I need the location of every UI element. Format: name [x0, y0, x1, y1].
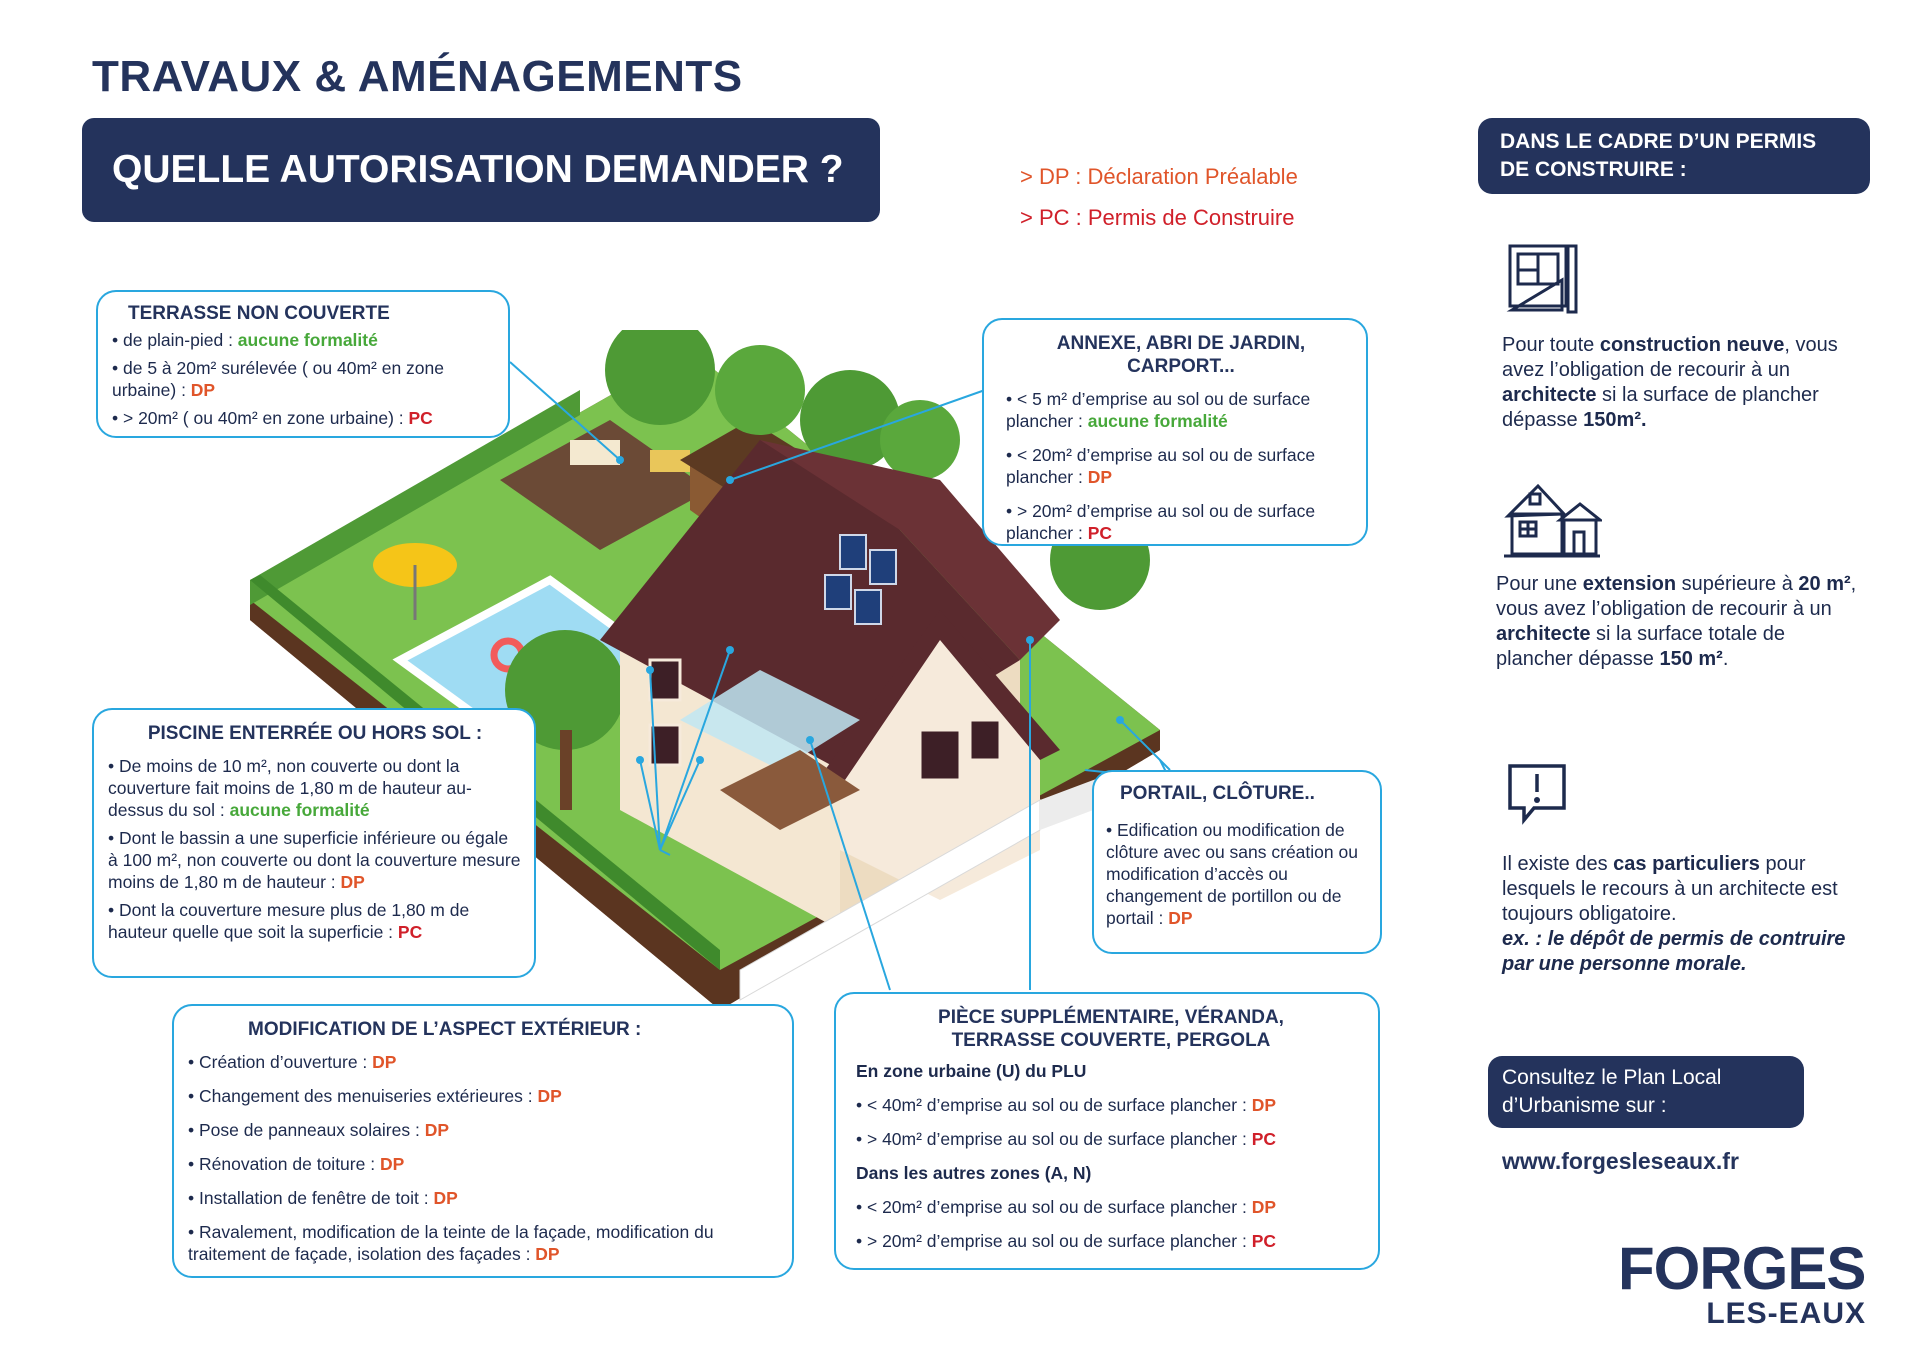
b3-b: cas particuliers [1613, 853, 1760, 875]
b2-b: extension [1582, 573, 1677, 595]
b2-d: 20 m² [1798, 573, 1851, 595]
b2-a: Pour une [1496, 573, 1583, 595]
permis-text-2 [1496, 572, 1866, 672]
b2-i: . [1722, 648, 1729, 670]
piece-a1-tag: DP [1251, 1197, 1277, 1217]
legend-pc: > PC : Permis de Construire [1020, 205, 1295, 230]
page-title: TRAVAUX & AMÉNAGEMENTS [92, 52, 743, 101]
aspect-tag-6: DP [535, 1244, 560, 1264]
b3-c: pour lesquels le recours à un architecte est toujours obligatoire. [1502, 853, 1838, 925]
piece-box [834, 992, 1380, 1270]
terrasse-line-2: • de 5 à 20m² surélevée ( ou 40m² en zone urbaine) : [112, 358, 445, 400]
website-link[interactable]: www.forgesleseaux.fr [1502, 1148, 1739, 1174]
b1-f: 150m². [1583, 409, 1647, 431]
alert-icon [1502, 760, 1572, 830]
aspect-item-6: • Ravalement, modification de la teinte de la façade, modification du traitement de façade, isolation des façades : [188, 1222, 714, 1264]
b2-g: si la surface totale de plancher dépasse [1496, 623, 1786, 670]
annexe-line-2: • < 20m² d’emprise au sol ou de surface plancher : [1006, 445, 1316, 487]
b1-b: construction neuve [1599, 334, 1785, 356]
b3-a: Il existe des [1502, 853, 1614, 875]
piscine-tag-3: PC [397, 922, 423, 942]
aspect-item-3: • Pose de panneaux solaires : [188, 1120, 425, 1140]
piece-a2: • > 20m² d’emprise au sol ou de surface plancher : [856, 1231, 1252, 1251]
b1-d: architecte [1502, 384, 1597, 406]
annexe-line-3: • > 20m² d’emprise au sol ou de surface plancher : [1006, 501, 1316, 543]
annexe-line-1: • < 5 m² d’emprise au sol ou de surface plancher : [1006, 389, 1311, 431]
forges-logo [1618, 1235, 1878, 1340]
terrasse-line-1: • de plain-pied : [112, 330, 238, 350]
portail-tag-1: DP [1168, 908, 1193, 928]
piece-u2-tag: PC [1251, 1129, 1277, 1149]
zone-urbaine-heading: En zone urbaine (U) du PLU [856, 1061, 1087, 1081]
permis-text-1 [1502, 333, 1872, 433]
b1-e: si la surface de plancher dépasse [1502, 384, 1819, 431]
aspect-tag-1: DP [372, 1052, 397, 1072]
b2-c: supérieure à [1676, 573, 1799, 595]
aspect-tag-2: DP [537, 1086, 562, 1106]
piece-u1: • < 40m² d’emprise au sol ou de surface plancher : [856, 1095, 1252, 1115]
annexe-tag-2: DP [1087, 467, 1113, 487]
terrasse-tag-1: aucune formalité [237, 330, 378, 350]
portail-title: PORTAIL, CLÔTURE.. [1120, 783, 1315, 804]
annexe-title: ANNEXE, ABRI DE JARDIN, CARPORT... [1056, 333, 1306, 377]
aspect-box [172, 1004, 794, 1278]
aspect-tag-3: DP [424, 1120, 450, 1140]
piece-a2-tag: PC [1251, 1231, 1277, 1251]
b2-h: 150 m² [1659, 648, 1723, 670]
piscine-line-1: • De moins de 10 m², non couverte ou dont la couverture fait moins de 1,80 m de hauteur au-dessus du sol : [108, 756, 472, 820]
b1-c: , vous avez l’obligation de recourir à un [1502, 334, 1838, 381]
zone-autres-heading: Dans les autres zones (A, N) [856, 1163, 1092, 1183]
logo-line-2: LES-EAUX [1706, 1297, 1866, 1330]
house-extension-icon [1502, 480, 1602, 560]
annexe-tag-3: PC [1087, 523, 1113, 543]
aspect-tag-4: DP [379, 1154, 405, 1174]
aspect-item-4: • Rénovation de toiture : [188, 1154, 380, 1174]
piece-u2: • > 40m² d’emprise au sol ou de surface plancher : [856, 1129, 1252, 1149]
piscine-tag-2: DP [340, 872, 365, 892]
legend-dp: > DP : Déclaration Préalable [1020, 164, 1298, 189]
plu-tag: Consultez le Plan Local d’Urbanisme sur : [1488, 1056, 1804, 1128]
piscine-line-3: • Dont la couverture mesure plus de 1,80 m de hauteur quelle que soit la superficie : [108, 900, 470, 942]
b2-f: architecte [1496, 623, 1591, 645]
b2-e: , vous avez l’obligation de recourir à un [1496, 573, 1857, 620]
piece-u1-tag: DP [1251, 1095, 1277, 1115]
permis-tag: DANS LE CADRE D’UN PERMIS DE CONSTRUIRE : [1478, 118, 1870, 194]
piece-a1: • < 20m² d’emprise au sol ou de surface plancher : [856, 1197, 1252, 1217]
b1-a: Pour toute [1502, 334, 1600, 356]
aspect-tag-5: DP [433, 1188, 458, 1208]
terrasse-box [96, 290, 510, 438]
permis-text-3 [1502, 852, 1872, 977]
aspect-item-5: • Installation de fenêtre de toit : [188, 1188, 434, 1208]
annexe-box [982, 318, 1368, 546]
aspect-item-1: • Création d’ouverture : [188, 1052, 373, 1072]
piscine-title: PISCINE ENTERRÉE OU HORS SOL : [147, 723, 483, 744]
piscine-box [92, 708, 536, 978]
terrasse-tag-2: DP [190, 380, 216, 400]
portail-line-1: • Edification ou modification de clôture avec ou sans création ou modification d’accès ou changement de portillon ou de portail : [1106, 820, 1358, 928]
piscine-line-2: • Dont le bassin a une superficie inférieure ou égale à 100 m², non couverte ou dont la couverture mesure moins de 1,80 m de hauteur : [108, 828, 521, 892]
annexe-tag-1: aucune formalité [1087, 411, 1228, 431]
aspect-item-2: • Changement des menuiseries extérieures : [188, 1086, 538, 1106]
blueprint-icon [1502, 240, 1582, 320]
b3-d: ex. : le dépôt de permis de contruire par une personne morale. [1502, 928, 1846, 975]
piece-title: PIÈCE SUPPLÉMENTAIRE, VÉRANDA, TERRASSE COUVERTE, PERGOLA [938, 1007, 1284, 1051]
terrasse-tag-3: PC [408, 408, 433, 428]
aspect-title: MODIFICATION DE L’ASPECT EXTÉRIEUR : [248, 1019, 642, 1040]
portail-box [1092, 770, 1382, 954]
question-banner: QUELLE AUTORISATION DEMANDER ? [82, 118, 880, 222]
terrasse-title: TERRASSE NON COUVERTE [128, 303, 390, 324]
logo-line-1: FORGES [1618, 1235, 1866, 1302]
piscine-tag-1: aucune formalité [229, 800, 370, 820]
terrasse-line-3: • > 20m² ( ou 40m² en zone urbaine) : [112, 408, 409, 428]
